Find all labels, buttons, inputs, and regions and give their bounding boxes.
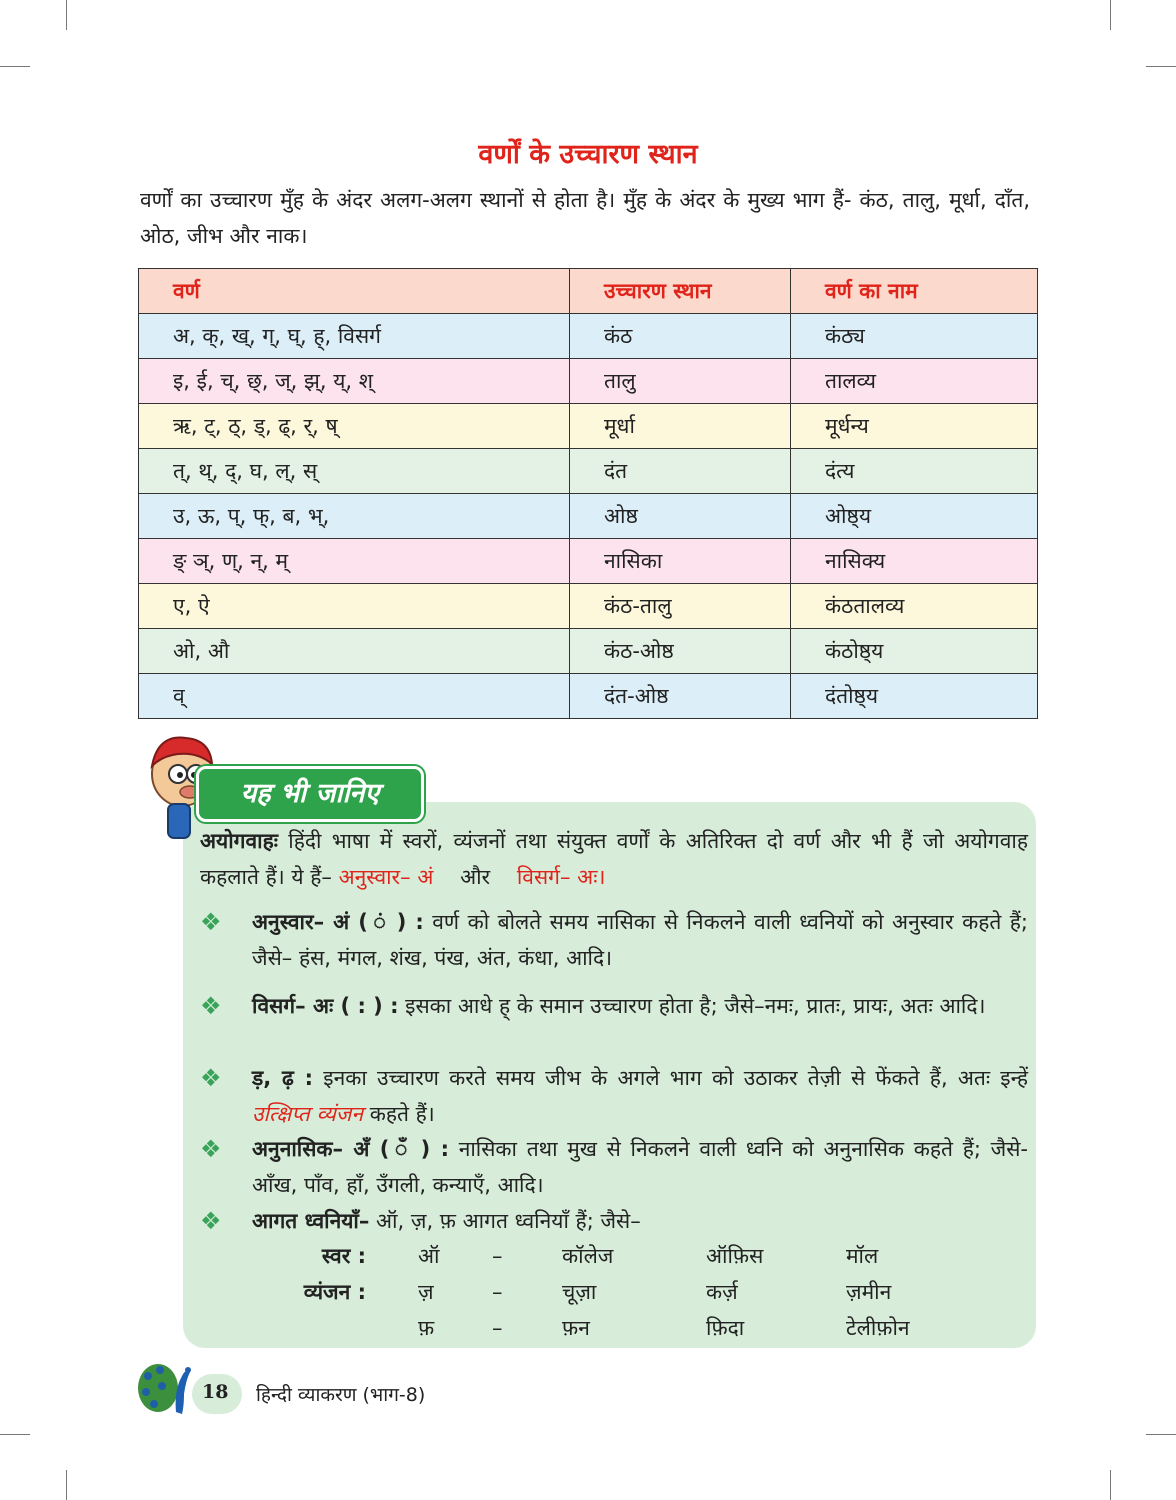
anusvar-red: अनुस्वार– अं: [338, 865, 434, 889]
header-uchcharan-sthan: उच्चारण स्थान: [570, 269, 791, 314]
bullet-text: इनका उच्चारण करते समय जीभ के अगले भाग को उठाकर तेज़ी से फेंकते हैं, अतः इन्हें: [313, 1066, 1029, 1090]
cell-varna: ए, ऐ: [139, 584, 570, 629]
example-word: कर्ज़: [706, 1280, 738, 1304]
table-row: [139, 359, 1038, 404]
cell-naam: कंठ्य: [791, 314, 1038, 359]
example-word: टेलीफ़ोन: [846, 1316, 910, 1340]
cell-sthan: तालु: [570, 359, 791, 404]
table-row: [139, 314, 1038, 359]
peacock-icon: [136, 1354, 196, 1418]
bullet-utkshipt: [252, 1060, 1028, 1132]
cell-varna: अ, क्, ख्, ग्, घ्, ह्, विसर्ग: [139, 314, 570, 359]
example-word: मॉल: [846, 1244, 879, 1268]
ayogvah-paragraph: [200, 823, 1028, 895]
cell-naam: कंठोष्ठ्य: [791, 629, 1038, 674]
example-label: व्यंजन :: [303, 1280, 366, 1304]
cell-sthan: नासिका: [570, 539, 791, 584]
intro-paragraph: वर्णों का उच्चारण मुँह के अंदर अलग-अलग स्थानों से होता है। मुँह के अंदर के मुख्य भाग हैं- कंठ, तालु, मूर्धा, दाँत, ओठ, जीभ और नाक।: [140, 188, 1030, 248]
bullet-tail: कहते हैं।: [363, 1102, 435, 1126]
header-varna: वर्ण: [139, 269, 570, 314]
table-row: [139, 494, 1038, 539]
bullet-anunasik: [252, 1131, 1028, 1203]
bullet-icon: ❖: [200, 1207, 222, 1235]
example-word: फ़न: [562, 1316, 590, 1340]
book-title: हिन्दी व्याकरण (भाग-8): [256, 1384, 426, 1406]
page-title: वर्णों के उच्चारण स्थान: [478, 139, 698, 170]
utkshipt-red: उत्क्षिप्त व्यंजन: [252, 1102, 364, 1126]
table-row: [139, 404, 1038, 449]
cell-naam: दंत्य: [791, 449, 1038, 494]
bullet-visarg: [252, 988, 1028, 1024]
bullet-term: आगत ध्वनियाँ–: [252, 1209, 370, 1233]
bullet-term: ड़, ढ़ :: [252, 1066, 314, 1090]
cell-varna: ङ्‌ ञ्, ण्, न्, म्: [139, 539, 570, 584]
example-sound: ज़: [418, 1280, 434, 1304]
bullet-text: इसका आधे ह् के समान उच्चारण होता है; जैसे–नमः, प्रातः, प्रायः, अतः आदि।: [398, 994, 986, 1018]
bullet-text: वर्ण को बोलते समय नासिका से निकलने वाली ध्वनियों को अनुस्वार कहते हैं; जैसे– हंस, मंगल, शंख, पंख, अंत, कंधा, आदि।: [252, 910, 1029, 970]
table-row: [139, 674, 1038, 719]
table-row: [139, 449, 1038, 494]
bullet-term: विसर्ग– अः ( : ) :: [252, 994, 399, 1018]
table-row: [139, 584, 1038, 629]
example-word: ज़मीन: [846, 1280, 892, 1304]
bullet-icon: ❖: [200, 992, 222, 1020]
cell-sthan: कंठ-तालु: [570, 584, 791, 629]
example-word: कॉलेज: [562, 1244, 614, 1268]
example-word: ऑफ़िस: [706, 1244, 764, 1268]
example-dash: –: [492, 1280, 503, 1304]
example-sound: ऑ: [418, 1244, 440, 1268]
bullet-term: अनुनासिक– अँ ( ँ ) :: [252, 1137, 449, 1161]
cell-varna: उ, ऊ, प्, फ्, ब, भ्,: [139, 494, 570, 539]
cell-sthan: कंठ: [570, 314, 791, 359]
example-dash: –: [492, 1316, 503, 1340]
ayogvah-text: हिंदी भाषा में स्वरों, व्यंजनों तथा संयुक्त वर्णों के अतिरिक्त दो वर्ण और भी हैं जो अयोगवाह कहलाते हैं। ये हैं–: [200, 829, 1028, 889]
bullet-icon: ❖: [200, 1064, 222, 1092]
bullet-aagat: [252, 1203, 1028, 1239]
cell-naam: ओष्ठ्य: [791, 494, 1038, 539]
cell-varna: ऋ, ट्, ठ्, ड्, ढ्, र्, ष्: [139, 404, 570, 449]
ayogvah-term: अयोगवाहः: [200, 829, 278, 853]
cell-naam: कंठतालव्य: [791, 584, 1038, 629]
bullet-anusvar: [252, 904, 1028, 976]
cell-varna: त्, थ्, द्, घ, ल्, स्: [139, 449, 570, 494]
cell-sthan: दंत-ओष्ठ: [570, 674, 791, 719]
cell-naam: नासिक्य: [791, 539, 1038, 584]
table-row: [139, 539, 1038, 584]
header-varna-ka-naam: वर्ण का नाम: [791, 269, 1038, 314]
table-row: [139, 629, 1038, 674]
visarg-red: विसर्ग– अः।: [516, 865, 606, 889]
example-word: चूज़ा: [562, 1280, 597, 1304]
cell-naam: तालव्य: [791, 359, 1038, 404]
example-word: फ़िदा: [706, 1316, 745, 1340]
bullet-term: अनुस्वार– अं ( ं ) :: [252, 910, 424, 934]
example-label: स्वर :: [321, 1244, 366, 1268]
cell-varna: ओ, औ: [139, 629, 570, 674]
example-dash: –: [492, 1244, 503, 1268]
cell-varna: व्: [139, 674, 570, 719]
example-sound: फ़: [418, 1316, 435, 1340]
cell-naam: मूर्धन्य: [791, 404, 1038, 449]
section-tag: यह भी जानिए: [196, 766, 424, 822]
page-number: 18: [202, 1381, 229, 1403]
bullet-icon: ❖: [200, 908, 222, 936]
cell-sthan: ओष्ठ: [570, 494, 791, 539]
pronunciation-table: [138, 268, 1038, 719]
cell-sthan: दंत: [570, 449, 791, 494]
bullet-text: नासिका तथा मुख से निकलने वाली ध्वनि को अनुनासिक कहते हैं; जैसे- आँख, पाँव, हाँ, उँगली, कन्याएँ, आदि।: [252, 1137, 1028, 1197]
cell-naam: दंतोष्ठ्य: [791, 674, 1038, 719]
cell-sthan: कंठ-ओष्ठ: [570, 629, 791, 674]
bullet-text: ऑ, ज़, फ़ आगत ध्वनियाँ हैं; जैसे–: [369, 1209, 641, 1233]
bullet-icon: ❖: [200, 1135, 222, 1163]
and-word: और: [460, 865, 491, 889]
cell-varna: इ, ई, च्, छ्, ज्, झ्, य्, श्: [139, 359, 570, 404]
cell-sthan: मूर्धा: [570, 404, 791, 449]
